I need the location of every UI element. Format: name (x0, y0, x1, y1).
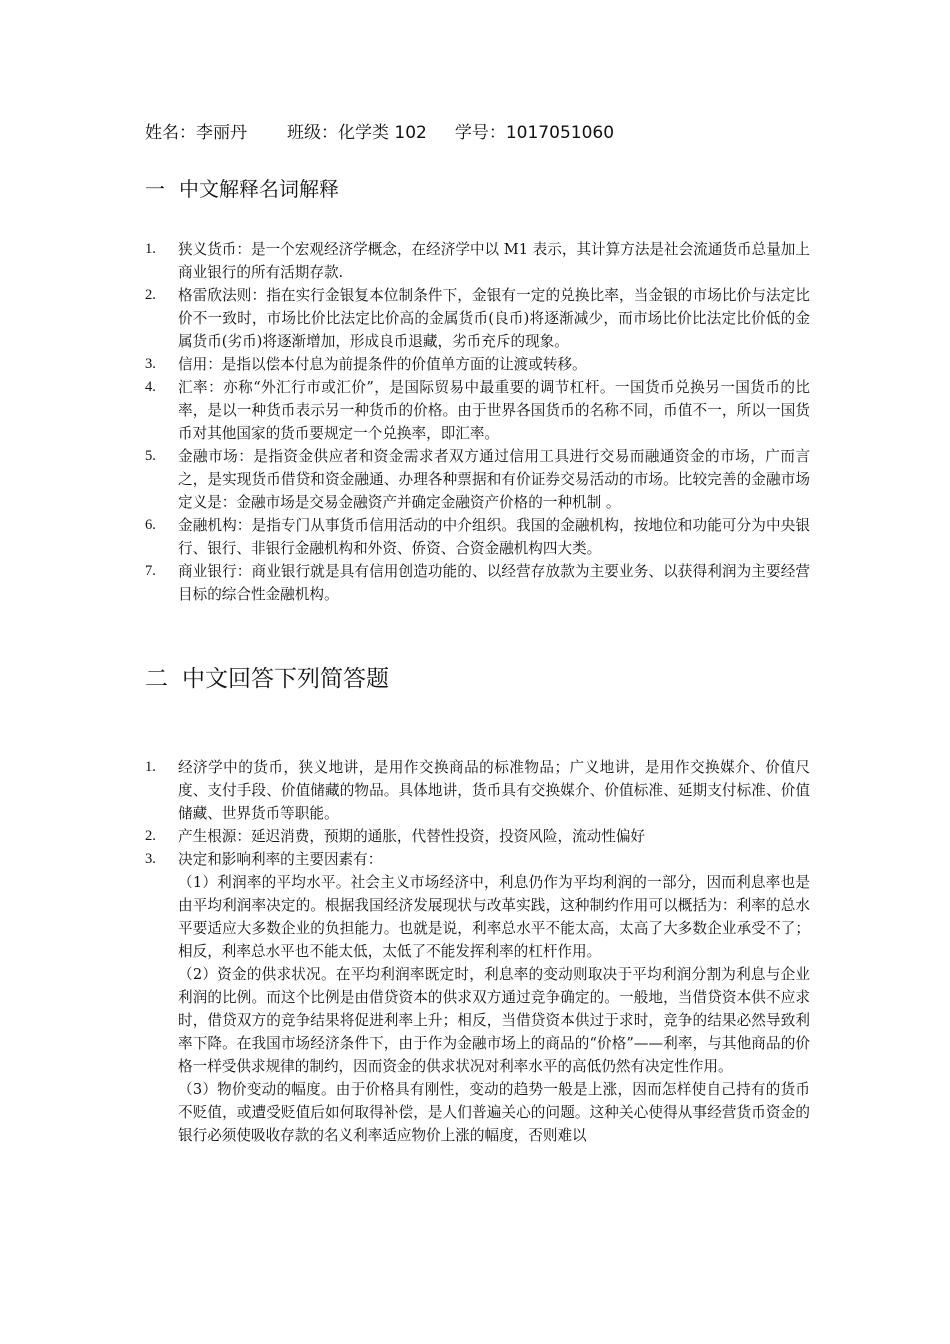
item-number: 1. (145, 241, 156, 257)
section-1-heading (145, 173, 339, 202)
student-class: 班级：化学类 102 (287, 123, 427, 143)
item-number: 7. (145, 563, 156, 579)
section-1-title: 中文解释名词解释 (179, 177, 339, 201)
item-text: 商业银行：商业银行就是具有信用创造功能的、以经营存放款为主要业务、以获得利润为主要经营目标的综合性金融机构。 (178, 563, 810, 603)
item-text: 金融市场：是指资金供应者和资金需求者双方通过信用工具进行交易而融通资金的市场，广而言之，是实现货币借贷和资金融通、办理各种票据和有价证券交易活动的市场。比较完善的金融市场定义是：金融市场是交易金融资产并确定金融资产价格的一种机制 。 (178, 448, 810, 511)
factor-paragraph: （1）利润率的平均水平。社会主义市场经济中，利息仍作为平均利润的一部分，因而利息率也是由平均利润率决定的。根据我国经济发展现状与改革实践，这种制约作用可以概括为：利率的总水平要适应大多数企业的负担能力。也就是说，利率总水平不能太高，太高了大多数企业承受不了；相反，利率总水平也不能太低，太低了不能发挥利率的杠杆作用。 (178, 874, 810, 960)
section-2-heading (145, 660, 389, 693)
list-item (145, 376, 810, 445)
factor-paragraph: （3）物价变动的幅度。由于价格具有刚性，变动的趋势一般是上涨，因而怎样使自己持有的货币不贬值，或遭受贬值后如何取得补偿，是人们普遍关心的问题。这种关心使得从事经营货币资金的银行必须使吸收存款的名义利率适应物价上涨的幅度，否则难以 (178, 1081, 810, 1144)
list-item (145, 825, 810, 848)
section-2-list (145, 756, 810, 1147)
item-text: 信用：是指以偿本付息为前提条件的价值单方面的让渡或转移。 (178, 356, 587, 373)
item-text: 金融机构：是指专门从事货币信用活动的中介组织。我国的金融机构，按地位和功能可分为中央银行、银行、非银行金融机构和外资、侨资、合资金融机构四大类。 (178, 517, 810, 557)
item-number: 4. (145, 379, 156, 395)
item-text: 经济学中的货币，狭义地讲，是用作交换商品的标准物品；广义地讲，是用作交换媒介、价值尺度、支付手段、价值储藏的物品。具体地讲，货币具有交换媒介、价值标准、延期支付标准、价值储藏、世界货币等职能。 (178, 759, 810, 822)
list-item (145, 560, 810, 606)
item-number: 3. (145, 356, 156, 372)
list-item (145, 284, 810, 353)
item-number: 6. (145, 517, 156, 533)
item-text: 产生根源：延迟消费，预期的通胀，代替性投资，投资风险，流动性偏好 (178, 828, 646, 845)
section-1-list (145, 238, 810, 606)
item-text: 格雷欣法则：指在实行金银复本位制条件下，金银有一定的兑换比率，当金银的市场比价与法定比价不一致时，市场比价比法定比价高的金属货币(良币)将逐渐减少，而市场比价比法定比价低的金属货币(劣币)将逐渐增加，形成良币退藏，劣币充斥的现象。 (178, 287, 810, 350)
list-item (145, 445, 810, 514)
list-item (145, 353, 810, 376)
student-name: 姓名：李丽丹 (145, 123, 247, 143)
item-text: 决定和影响利率的主要因素有： (178, 851, 383, 868)
section-1-number: 一 (145, 177, 165, 201)
list-item (145, 238, 810, 284)
item-text: 狭义货币：是一个宏观经济学概念，在经济学中以 M1 表示，其计算方法是社会流通货币总量加上商业银行的所有活期存款. (178, 241, 810, 281)
item-number: 1. (145, 759, 156, 775)
section-2-number: 二 (145, 666, 168, 692)
student-id: 学号：1017051060 (454, 123, 615, 143)
item-number: 3. (145, 851, 156, 867)
item-text: 汇率：亦称“外汇行市或汇价”，是国际贸易中最重要的调节杠杆。一国货币兑换另一国货币的比率，是以一种货币表示另一种货币的价格。由于世界各国货币的名称不同，币值不一，所以一国货币对其他国家的货币要规定一个兑换率，即汇率。 (178, 379, 810, 442)
item-number: 2. (145, 828, 156, 844)
list-item (145, 756, 810, 825)
item-number: 2. (145, 287, 156, 303)
list-item (145, 514, 810, 560)
factor-paragraph: （2）资金的供求状况。在平均利润率既定时，利息率的变动则取决于平均利润分割为利息与企业利润的比例。而这个比例是由借贷资本的供求双方通过竞争确定的。一般地，当借贷资本供不应求时，借贷双方的竞争结果将促进利率上升；相反，当借贷资本供过于求时，竞争的结果必然导致利率下降。在我国市场经济条件下，由于作为金融市场上的商品的“价格”——利率，与其他商品的价格一样受供求规律的制约，因而资金的供求状况对利率水平的高低仍然有决定性作用。 (178, 966, 810, 1075)
student-info-line (145, 118, 614, 143)
item-number: 5. (145, 448, 156, 464)
section-2-title: 中文回答下列简答题 (182, 666, 389, 692)
list-item (145, 848, 810, 1147)
